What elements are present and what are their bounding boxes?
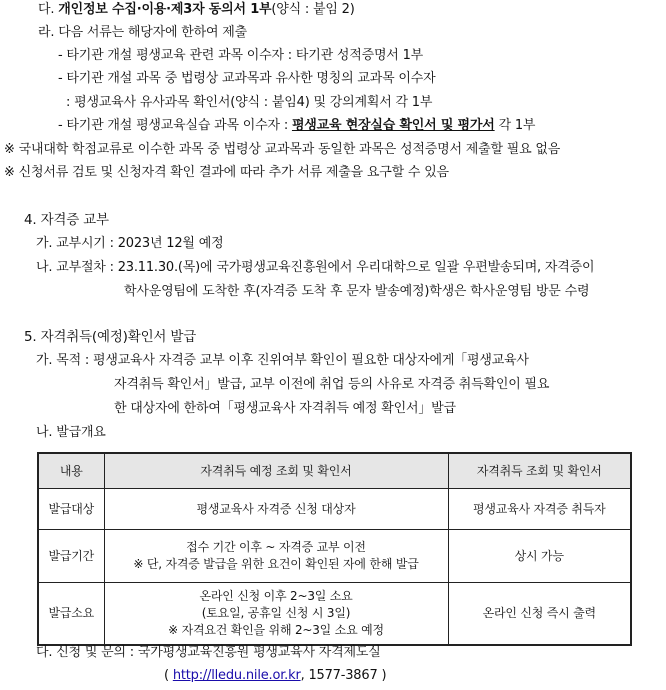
section-4-issue-date: 가. 교부시기 : 2023년 12월 예정 <box>36 236 224 251</box>
cell-line: 접수 기간 이후 ~ 자격증 교부 이전 <box>186 540 366 554</box>
cell-line: 온라인 신청 이후 2~3일 소요 <box>199 588 353 603</box>
table-cell: 상시 가능 <box>448 530 631 583</box>
section-4-procedure: 나. 교부절차 : 23.11.30.(목)에 국가평생교육진흥원에서 우리대학으로 일괄 우편발송되며, 자격증이 <box>36 260 595 275</box>
section-5-overview-label: 나. 발급개요 <box>36 425 106 440</box>
consent-form-title: 개인정보 수집·이용·제3자 동의서 1부 <box>58 2 272 17</box>
section-4-procedure-cont: 학사운영팀에 도착한 후(자격증 도착 후 문자 발송예정)학생은 학사운영팀 방문 수령 <box>124 284 590 299</box>
contact-details <box>164 667 386 685</box>
consent-form-note: (양식 : 붙임 2) <box>271 2 355 17</box>
contact-paren-open: ( <box>164 668 169 683</box>
table-row <box>38 530 631 583</box>
doc-item-conditional: 라. 다음 서류는 해당자에 한하여 제출 <box>38 25 247 40</box>
issuance-overview-table <box>37 452 632 646</box>
table-cell: 평생교육사 자격증 취득자 <box>448 489 631 530</box>
table-header-row <box>38 453 631 489</box>
contact-phone: , 1577-3867 ) <box>300 668 387 683</box>
note-additional-docs: ※ 신청서류 검토 및 신청자격 확인 결과에 따라 추가 서류 제출을 요구할 수 있음 <box>4 165 449 180</box>
table-row <box>38 583 631 645</box>
table-header: 자격취득 예정 조회 및 확인서 <box>104 453 448 489</box>
row-label: 발급기간 <box>38 530 104 583</box>
table-row <box>38 489 631 530</box>
table-header: 내용 <box>38 453 104 489</box>
section-4-title: 4. 자격증 교부 <box>24 212 109 228</box>
contact-info: 다. 신청 및 문의 : 국가평생교육진흥원 평생교육사 자격제도실 <box>36 645 381 660</box>
doc-subitem-similar-course-docs: : 평생교육사 유사과목 확인서(양식 : 붙임4) 및 강의계획서 각 1부 <box>66 95 433 110</box>
doc-subitem-practicum <box>58 117 535 135</box>
doc-subitem-related-course: - 타기관 개설 평생교육 관련 과목 이수자 : 타기관 성적증명서 1부 <box>58 48 424 63</box>
practicum-docs: 평생교육 현장실습 확인서 및 평가서 <box>291 118 495 133</box>
table-header: 자격취득 조회 및 확인서 <box>448 453 631 489</box>
section-5-purpose-cont1: 자격취득 확인서」발급, 교부 이전에 취업 등의 사유로 자격증 취득확인이 필요 <box>114 377 550 392</box>
table-cell <box>104 530 448 583</box>
table-cell <box>104 583 448 645</box>
section-5-title: 5. 자격취득(예정)확인서 발급 <box>24 329 197 345</box>
cell-line: 평생교육사 자격증 신청 대상자 <box>196 501 356 516</box>
cell-line: ※ 자격요건 확인을 위해 2~3일 소요 예정 <box>168 622 384 637</box>
row-label: 발급대상 <box>38 489 104 530</box>
note-credit-exchange: ※ 국내대학 학점교류로 이수한 과목 중 법령상 교과목과 동일한 과목은 성적증명서 제출할 필요 없음 <box>4 142 561 157</box>
cell-line: (토요일, 공휴일 신청 시 3일) <box>201 605 351 620</box>
table-cell: 온라인 신청 즉시 출력 <box>448 583 631 645</box>
section-5-purpose: 가. 목적 : 평생교육사 자격증 교부 이후 진위여부 확인이 필요한 대상자에게「평생교육사 <box>36 353 529 368</box>
row-label: 발급소요 <box>38 583 104 645</box>
nile-website-link[interactable]: http://lledu.nile.or.kr <box>172 668 301 683</box>
section-5-purpose-cont2: 한 대상자에 한하여「평생교육사 자격취득 예정 확인서」발급 <box>114 401 456 416</box>
table-cell <box>104 489 448 530</box>
practicum-prefix: - 타기관 개설 평생교육실습 과목 이수자 : <box>58 118 288 133</box>
item-prefix: 다. <box>38 2 55 17</box>
practicum-suffix: 각 1부 <box>498 118 536 133</box>
doc-subitem-similar-course: - 타기관 개설 과목 중 법령상 교과목과 유사한 명칭의 교과목 이수자 <box>58 71 436 86</box>
doc-item-consent <box>38 1 355 19</box>
cell-line: ※ 단, 자격증 발급을 위한 요건이 확인된 자에 한해 발급 <box>133 557 419 571</box>
